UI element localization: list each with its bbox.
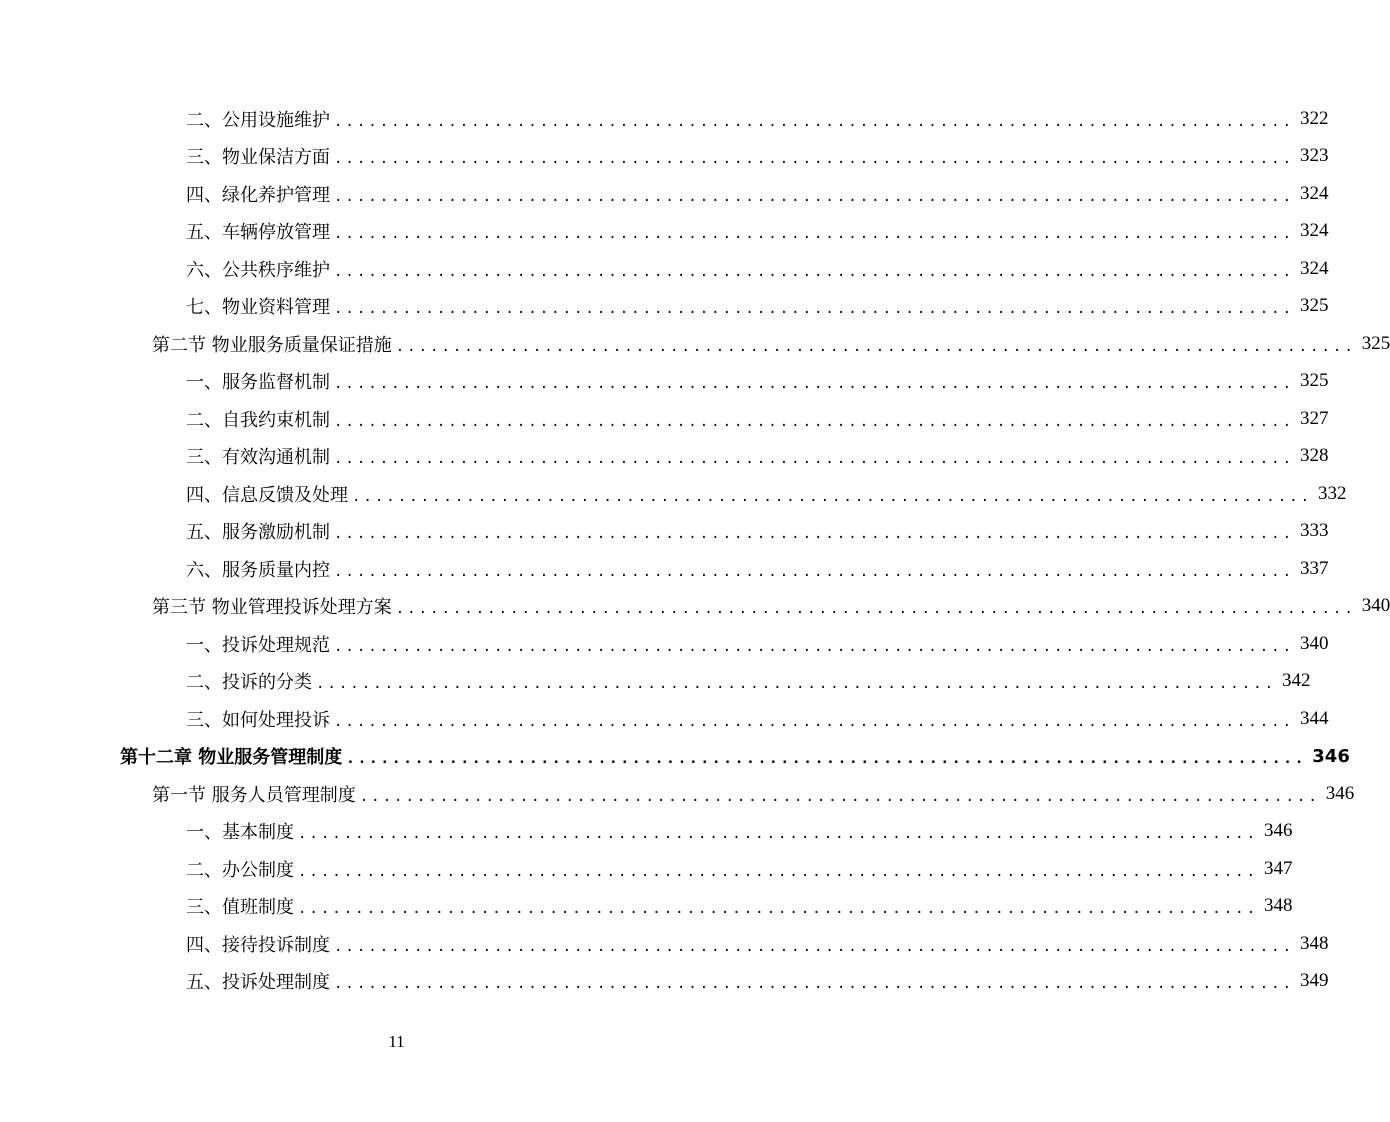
toc-entry-title: 四、接待投诉制度 <box>186 934 330 956</box>
toc-entry-title: 一、服务监督机制 <box>186 372 330 393</box>
toc-leader-dots: .................................................................................... <box>334 938 1295 955</box>
toc-leader-dots: .................................................................................... <box>334 976 1295 992</box>
toc-entry-page: 346 <box>1312 745 1350 767</box>
toc-entry-title: 二、自我约束机制 <box>186 409 330 431</box>
toc-entry-page: 327 <box>1300 407 1329 429</box>
toc-entry-page: 348 <box>1264 895 1293 916</box>
toc-leader-dots: .................................................................................... <box>334 151 1295 167</box>
toc-entry[interactable] <box>186 400 1329 437</box>
toc-entry-title: 六、公共秩序维护 <box>186 259 330 281</box>
toc-entry-title: 第一节 服务人员管理制度 <box>152 784 356 806</box>
toc-entry-title: 二、公用设施维护 <box>186 109 330 131</box>
toc-entry[interactable] <box>186 888 1293 925</box>
toc-entry[interactable] <box>186 438 1329 475</box>
toc-entry[interactable] <box>186 288 1329 325</box>
toc-entry-page: 337 <box>1300 557 1329 579</box>
toc-entry[interactable] <box>186 663 1311 700</box>
toc-entry-title: 五、车辆停放管理 <box>186 222 330 243</box>
toc-leader-dots: .................................................................................... <box>334 451 1295 467</box>
toc-entry-page: 342 <box>1282 670 1311 691</box>
toc-entry[interactable] <box>186 700 1329 737</box>
toc-entry-page: 332 <box>1318 482 1347 504</box>
toc-entry[interactable] <box>186 100 1329 137</box>
toc-entry-page: 340 <box>1300 632 1329 654</box>
toc-entry-page: 333 <box>1300 520 1329 541</box>
toc-leader-dots: .................................................................................... <box>334 113 1295 130</box>
toc-chapter-entry[interactable] <box>120 738 1350 775</box>
toc-entry-title: 第三节 物业管理投诉处理方案 <box>152 597 392 618</box>
toc-entry-title: 一、投诉处理规范 <box>186 634 330 656</box>
toc-entry[interactable] <box>186 138 1329 175</box>
toc-leader-dots: .................................................................................... <box>316 676 1277 692</box>
toc-entry-title: 四、绿化养护管理 <box>186 184 330 206</box>
toc-entry-page: 325 <box>1300 370 1329 391</box>
toc-entry-title: 三、物业保洁方面 <box>186 147 330 168</box>
toc-entry[interactable] <box>186 475 1347 512</box>
toc-section-entry[interactable] <box>152 775 1355 812</box>
toc-entry[interactable] <box>186 963 1329 1000</box>
toc-entry-page: 347 <box>1264 857 1293 879</box>
toc-leader-dots: .................................................................................... <box>352 488 1313 505</box>
toc-leader-dots: .................................................................................... <box>346 751 1307 767</box>
toc-entry-title: 一、基本制度 <box>186 822 294 843</box>
toc-leader-dots: .................................................................................... <box>334 638 1295 655</box>
toc-entry[interactable] <box>186 513 1329 550</box>
toc-entry-title: 四、信息反馈及处理 <box>186 484 348 506</box>
toc-entry-page: 324 <box>1300 182 1329 204</box>
toc-leader-dots: .................................................................................... <box>395 338 1356 355</box>
toc-entry-page: 325 <box>1300 295 1329 316</box>
toc-entry-title: 六、服务质量内控 <box>186 559 330 581</box>
toc-entry-page: 324 <box>1300 220 1329 241</box>
toc-leader-dots: .................................................................................... <box>334 301 1295 317</box>
toc-entry-title: 五、投诉处理制度 <box>186 972 330 993</box>
toc-entry-page: 346 <box>1325 782 1355 804</box>
toc-section-entry[interactable] <box>152 325 1390 362</box>
toc-leader-dots: .................................................................................... <box>334 563 1295 580</box>
toc-leader-dots: .................................................................................... <box>298 863 1259 880</box>
toc-entry-title: 第二节 物业服务质量保证措施 <box>152 334 392 356</box>
toc-leader-dots: .................................................................................... <box>359 788 1320 805</box>
toc-leader-dots: .................................................................................... <box>334 526 1295 542</box>
toc-entry-page: 322 <box>1300 107 1329 129</box>
toc-entry-title: 二、投诉的分类 <box>186 672 312 693</box>
toc-entry-page: 346 <box>1264 820 1293 841</box>
toc-entry-title: 三、值班制度 <box>186 897 294 918</box>
toc-entry-page: 340 <box>1361 595 1390 616</box>
toc-entry-page: 323 <box>1300 145 1329 166</box>
toc-entry-title: 五、服务激励机制 <box>186 522 330 543</box>
toc-leader-dots: .................................................................................... <box>334 226 1295 242</box>
toc-leader-dots: .................................................................................... <box>334 376 1295 392</box>
toc-entry[interactable] <box>186 850 1293 887</box>
toc-leader-dots: .................................................................................... <box>334 263 1295 280</box>
toc-entry-title: 三、有效沟通机制 <box>186 447 330 468</box>
toc-entry-page: 349 <box>1300 970 1329 991</box>
toc-entry[interactable] <box>186 925 1329 962</box>
toc-entry-page: 344 <box>1300 707 1329 729</box>
toc-leader-dots: .................................................................................... <box>395 601 1356 617</box>
toc-entry[interactable] <box>186 363 1329 400</box>
toc-leader-dots: .................................................................................... <box>334 188 1295 205</box>
toc-entry[interactable] <box>186 213 1329 250</box>
toc-entry[interactable] <box>186 175 1329 212</box>
toc-entry-page: 328 <box>1300 445 1329 466</box>
toc-entry[interactable] <box>186 550 1329 587</box>
toc-leader-dots: .................................................................................... <box>298 901 1259 917</box>
toc-entry-title: 七、物业资料管理 <box>186 297 330 318</box>
toc-entry-page: 348 <box>1300 932 1329 954</box>
page-number: 11 <box>388 1032 405 1051</box>
toc-entry-title: 第十二章 物业服务管理制度 <box>120 747 343 768</box>
toc-leader-dots: .................................................................................... <box>298 826 1259 842</box>
toc-entry-title: 三、如何处理投诉 <box>186 709 330 731</box>
toc-entry-page: 325 <box>1361 332 1390 354</box>
toc-leader-dots: .................................................................................... <box>334 713 1295 730</box>
toc-entry[interactable] <box>186 250 1329 287</box>
toc-leader-dots: .................................................................................... <box>334 413 1295 430</box>
toc-entry-page: 324 <box>1300 257 1329 279</box>
toc-section-entry[interactable] <box>152 588 1390 625</box>
toc-entry[interactable] <box>186 813 1293 850</box>
toc-entry-title: 二、办公制度 <box>186 859 294 881</box>
toc-entry[interactable] <box>186 625 1329 662</box>
